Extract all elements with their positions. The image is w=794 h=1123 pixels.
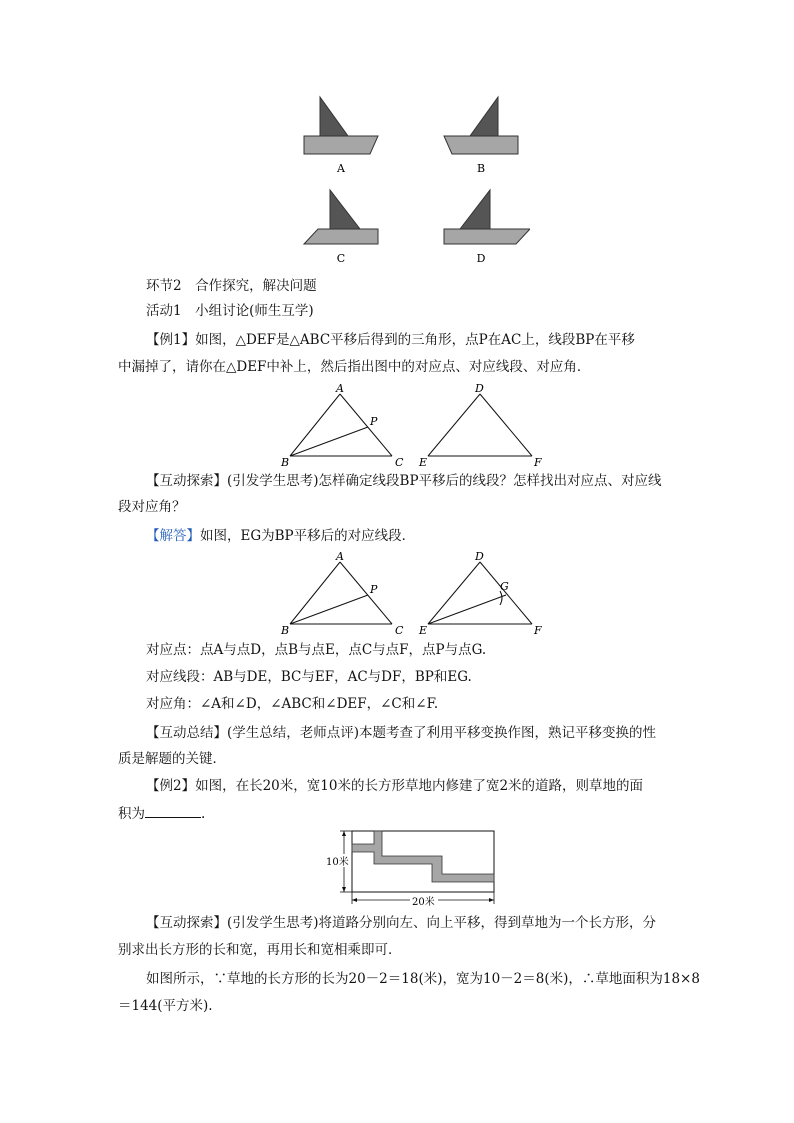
correspondence-angles: 对应角：∠A和∠D，∠ABC和∠DEF，∠C和∠F. (146, 696, 439, 712)
triangles-figure-2 (278, 550, 548, 636)
label-p-2: P (370, 583, 378, 596)
answer-text: 如图，EG为BP平移后的对应线段． (200, 528, 416, 544)
label-e-2: E (419, 624, 428, 636)
section-title: 环节2 合作探究，解决问题 (146, 278, 317, 294)
label-f-2: F (534, 624, 542, 636)
solution2-line1: 如图所示，∵草地的长方形的长为20－2＝18(米)，宽为10－2＝8(米)，∴草地面积为18×8 (146, 971, 700, 987)
example1-text: 如图，△DEF是△ABC平移后得到的三角形，点P在AC上，线段BP在平移 (195, 332, 635, 348)
boat-label-b: B (476, 162, 486, 175)
correspondence-segments: 对应线段：AB与DE，BC与EF，AC与DF，BP和EG. (146, 669, 472, 685)
label-b-2: B (281, 624, 290, 636)
length-label: 20米 (412, 897, 435, 908)
label-p: P (370, 415, 378, 428)
label-a-2: A (336, 550, 344, 563)
example1-line1 (146, 330, 678, 350)
explore1-line1: 【互动探索】(引发学生思考)怎样确定线段BP平移后的线段？怎样找出对应点、对应线 (146, 473, 662, 489)
boat-label-c: C (336, 252, 346, 265)
answer-line (146, 526, 678, 546)
label-c-2: C (395, 624, 404, 636)
explore1-line2: 段对应角？ (118, 499, 186, 515)
correspondence-points: 对应点：点A与点D，点B与点E，点C与点F，点P与点G. (146, 642, 487, 658)
boat-d (444, 190, 530, 244)
boats-figure (300, 92, 530, 268)
answer-blank (145, 803, 201, 818)
triangles-figure-1 (278, 382, 548, 468)
label-a: A (336, 382, 344, 395)
example2-line2 (118, 803, 678, 824)
label-d-2: D (475, 550, 484, 563)
example1-line2: 中漏掉了，请你在△DEF中补上，然后指出图中的对应点、对应线段、对应角． (118, 359, 591, 375)
lawn-road-figure (322, 826, 500, 910)
solution2-line2: ＝144(平方米). (118, 998, 213, 1014)
activity-title: 活动1 小组讨论(师生互学) (146, 303, 314, 319)
boat-c (304, 190, 378, 244)
boat-label-d: D (476, 252, 486, 265)
label-c: C (395, 456, 404, 468)
boat-b (444, 97, 518, 154)
label-b: B (281, 456, 290, 468)
label-f: F (534, 456, 542, 468)
width-label: 10米 (326, 857, 349, 868)
summary-line2: 质是解题的关键． (118, 751, 226, 767)
label-d: D (475, 382, 484, 395)
boat-label-a: A (337, 162, 345, 175)
label-e: E (419, 456, 428, 468)
explore2-line1: 【互动探索】(引发学生思考)将道路分别向左、向上平移，得到草地为一个长方形，分 (146, 915, 657, 931)
example2-line2-prefix: 积为 (118, 806, 145, 822)
summary-line1: 【互动总结】(学生总结，老师点评)本题考查了利用平移变换作图，熟记平移变换的性 (146, 725, 657, 741)
label-g-2: G (500, 580, 509, 593)
explore2-line2: 别求出长方形的长和宽，再用长和宽相乘即可． (118, 942, 402, 958)
example2-line1: 【例2】如图，在长20米，宽10米的长方形草地内修建了宽2米的道路，则草地的面 (146, 778, 644, 794)
boat-a (304, 97, 378, 154)
example2-line2-suffix: . (201, 806, 206, 822)
answer-tag: 【解答】 (146, 528, 200, 544)
example1-prefix: 【例1】 (146, 332, 196, 348)
